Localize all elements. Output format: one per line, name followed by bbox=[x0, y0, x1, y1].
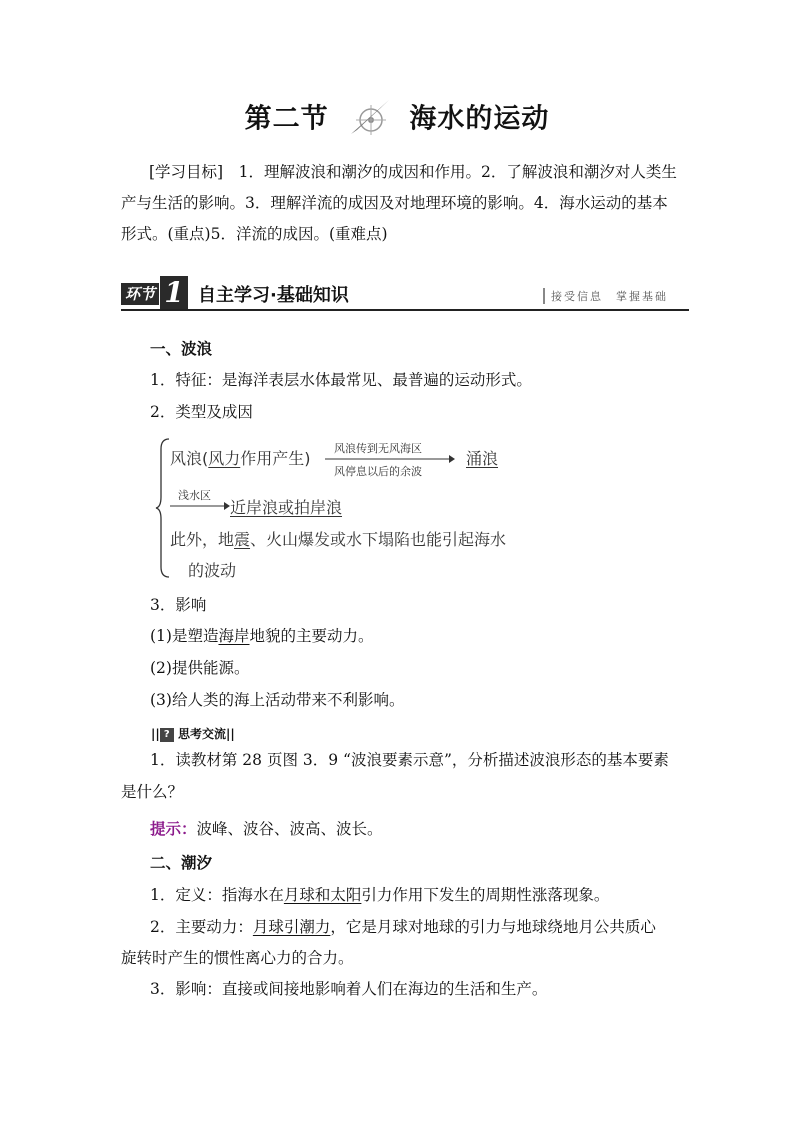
think-label: 思考交流 bbox=[177, 727, 226, 741]
other-causes bbox=[170, 527, 506, 550]
other-pre: 此外，地 bbox=[170, 530, 235, 549]
arrow1-top-label: 风浪传到无风海区 bbox=[334, 442, 422, 455]
def-ul: 月球和太阳 bbox=[283, 886, 362, 904]
think-hint bbox=[150, 817, 383, 839]
impact1-ul: 海岸 bbox=[218, 627, 250, 645]
def-pre: 1．定义：指海水在 bbox=[150, 886, 284, 904]
section-title: 自主学习·基础知识 bbox=[198, 285, 349, 306]
title-left: 第二节 bbox=[244, 103, 329, 135]
impact1-post: 地貌的主要动力。 bbox=[249, 627, 374, 645]
other-causes-cont: 的波动 bbox=[188, 561, 237, 580]
waves-types-heading: 2．类型及成因 bbox=[150, 403, 253, 421]
arrow-right-icon bbox=[170, 502, 230, 510]
title-right: 海水的运动 bbox=[409, 103, 550, 135]
force-post: ，它是月球对地球的引力与地球绕地月公共质心 bbox=[330, 918, 656, 936]
page-title bbox=[0, 96, 794, 136]
question-icon: ? bbox=[160, 728, 174, 742]
impact-2: (2)提供能源。 bbox=[150, 659, 250, 677]
impact-heading: 3．影响 bbox=[150, 596, 207, 614]
section-subtitle: 接受信息 掌握基础 bbox=[543, 288, 668, 304]
section-rule bbox=[121, 309, 689, 311]
impact1-pre: (1)是塑造 bbox=[150, 627, 219, 645]
wind-wave-label bbox=[170, 446, 311, 469]
tides-heading: 二、潮汐 bbox=[150, 853, 213, 872]
arrow-right-icon bbox=[325, 455, 455, 463]
think-q1-line2: 是什么？ bbox=[121, 783, 184, 801]
tides-definition bbox=[150, 883, 609, 905]
wind-wave-post: 作用产生) bbox=[240, 449, 311, 468]
tides-impact: 3．影响：直接或间接地影响着人们在海边的生活和生产。 bbox=[150, 980, 548, 998]
think-q1-line1: 1．读教材第 28 页图 3．9 “波浪要素示意”，分析描述波浪形态的基本要素 bbox=[150, 751, 669, 769]
tides-force bbox=[150, 915, 656, 937]
force-ul: 月球引潮力 bbox=[252, 918, 331, 936]
hint-label: 提示： bbox=[150, 819, 197, 838]
waves-heading: 一、波浪 bbox=[150, 339, 213, 358]
hint-text: 波峰、波谷、波高、波长。 bbox=[196, 820, 383, 838]
force-pre: 2．主要动力： bbox=[150, 918, 253, 936]
waves-feature: 1．特征：是海洋表层水体最常见、最普遍的运动形式。 bbox=[150, 371, 532, 389]
brace-icon bbox=[155, 437, 171, 579]
other-ul: 震 bbox=[234, 530, 251, 549]
tides-force-cont: 旋转时产生的惯性离心力的合力。 bbox=[121, 949, 354, 967]
impact-3: (3)给人类的海上活动带来不利影响。 bbox=[150, 691, 405, 709]
breaker-label: 近岸浪或拍岸浪 bbox=[230, 498, 343, 517]
other-post: 、火山爆发或水下塌陷也能引起海水 bbox=[250, 530, 507, 549]
arrow1-bottom-label: 风停息以后的余波 bbox=[334, 465, 422, 478]
compass-pen-icon bbox=[343, 96, 395, 136]
learning-goals: [学习目标] 1．理解波浪和潮汐的成因和作用。2．了解波浪和潮汐对人类生产与生活的影响。3．理解洋流的成因及对地理环境的影响。4．海水运动的基本形式。(重点)5．洋流的成因。(重难点) bbox=[121, 163, 677, 243]
section-tag: 环节 bbox=[121, 283, 159, 305]
impact-1 bbox=[150, 624, 374, 646]
swell-label: 涌浪 bbox=[466, 449, 499, 468]
think-label-box: || ? 思考交流|| bbox=[151, 727, 235, 741]
wind-force: 风力 bbox=[208, 449, 241, 468]
arrow2-top-label: 浅水区 bbox=[178, 489, 211, 502]
wind-wave-pre: 风浪( bbox=[170, 449, 209, 468]
def-post: 引力作用下发生的周期性涨落现象。 bbox=[361, 886, 610, 904]
section-number: 1 bbox=[160, 276, 188, 310]
